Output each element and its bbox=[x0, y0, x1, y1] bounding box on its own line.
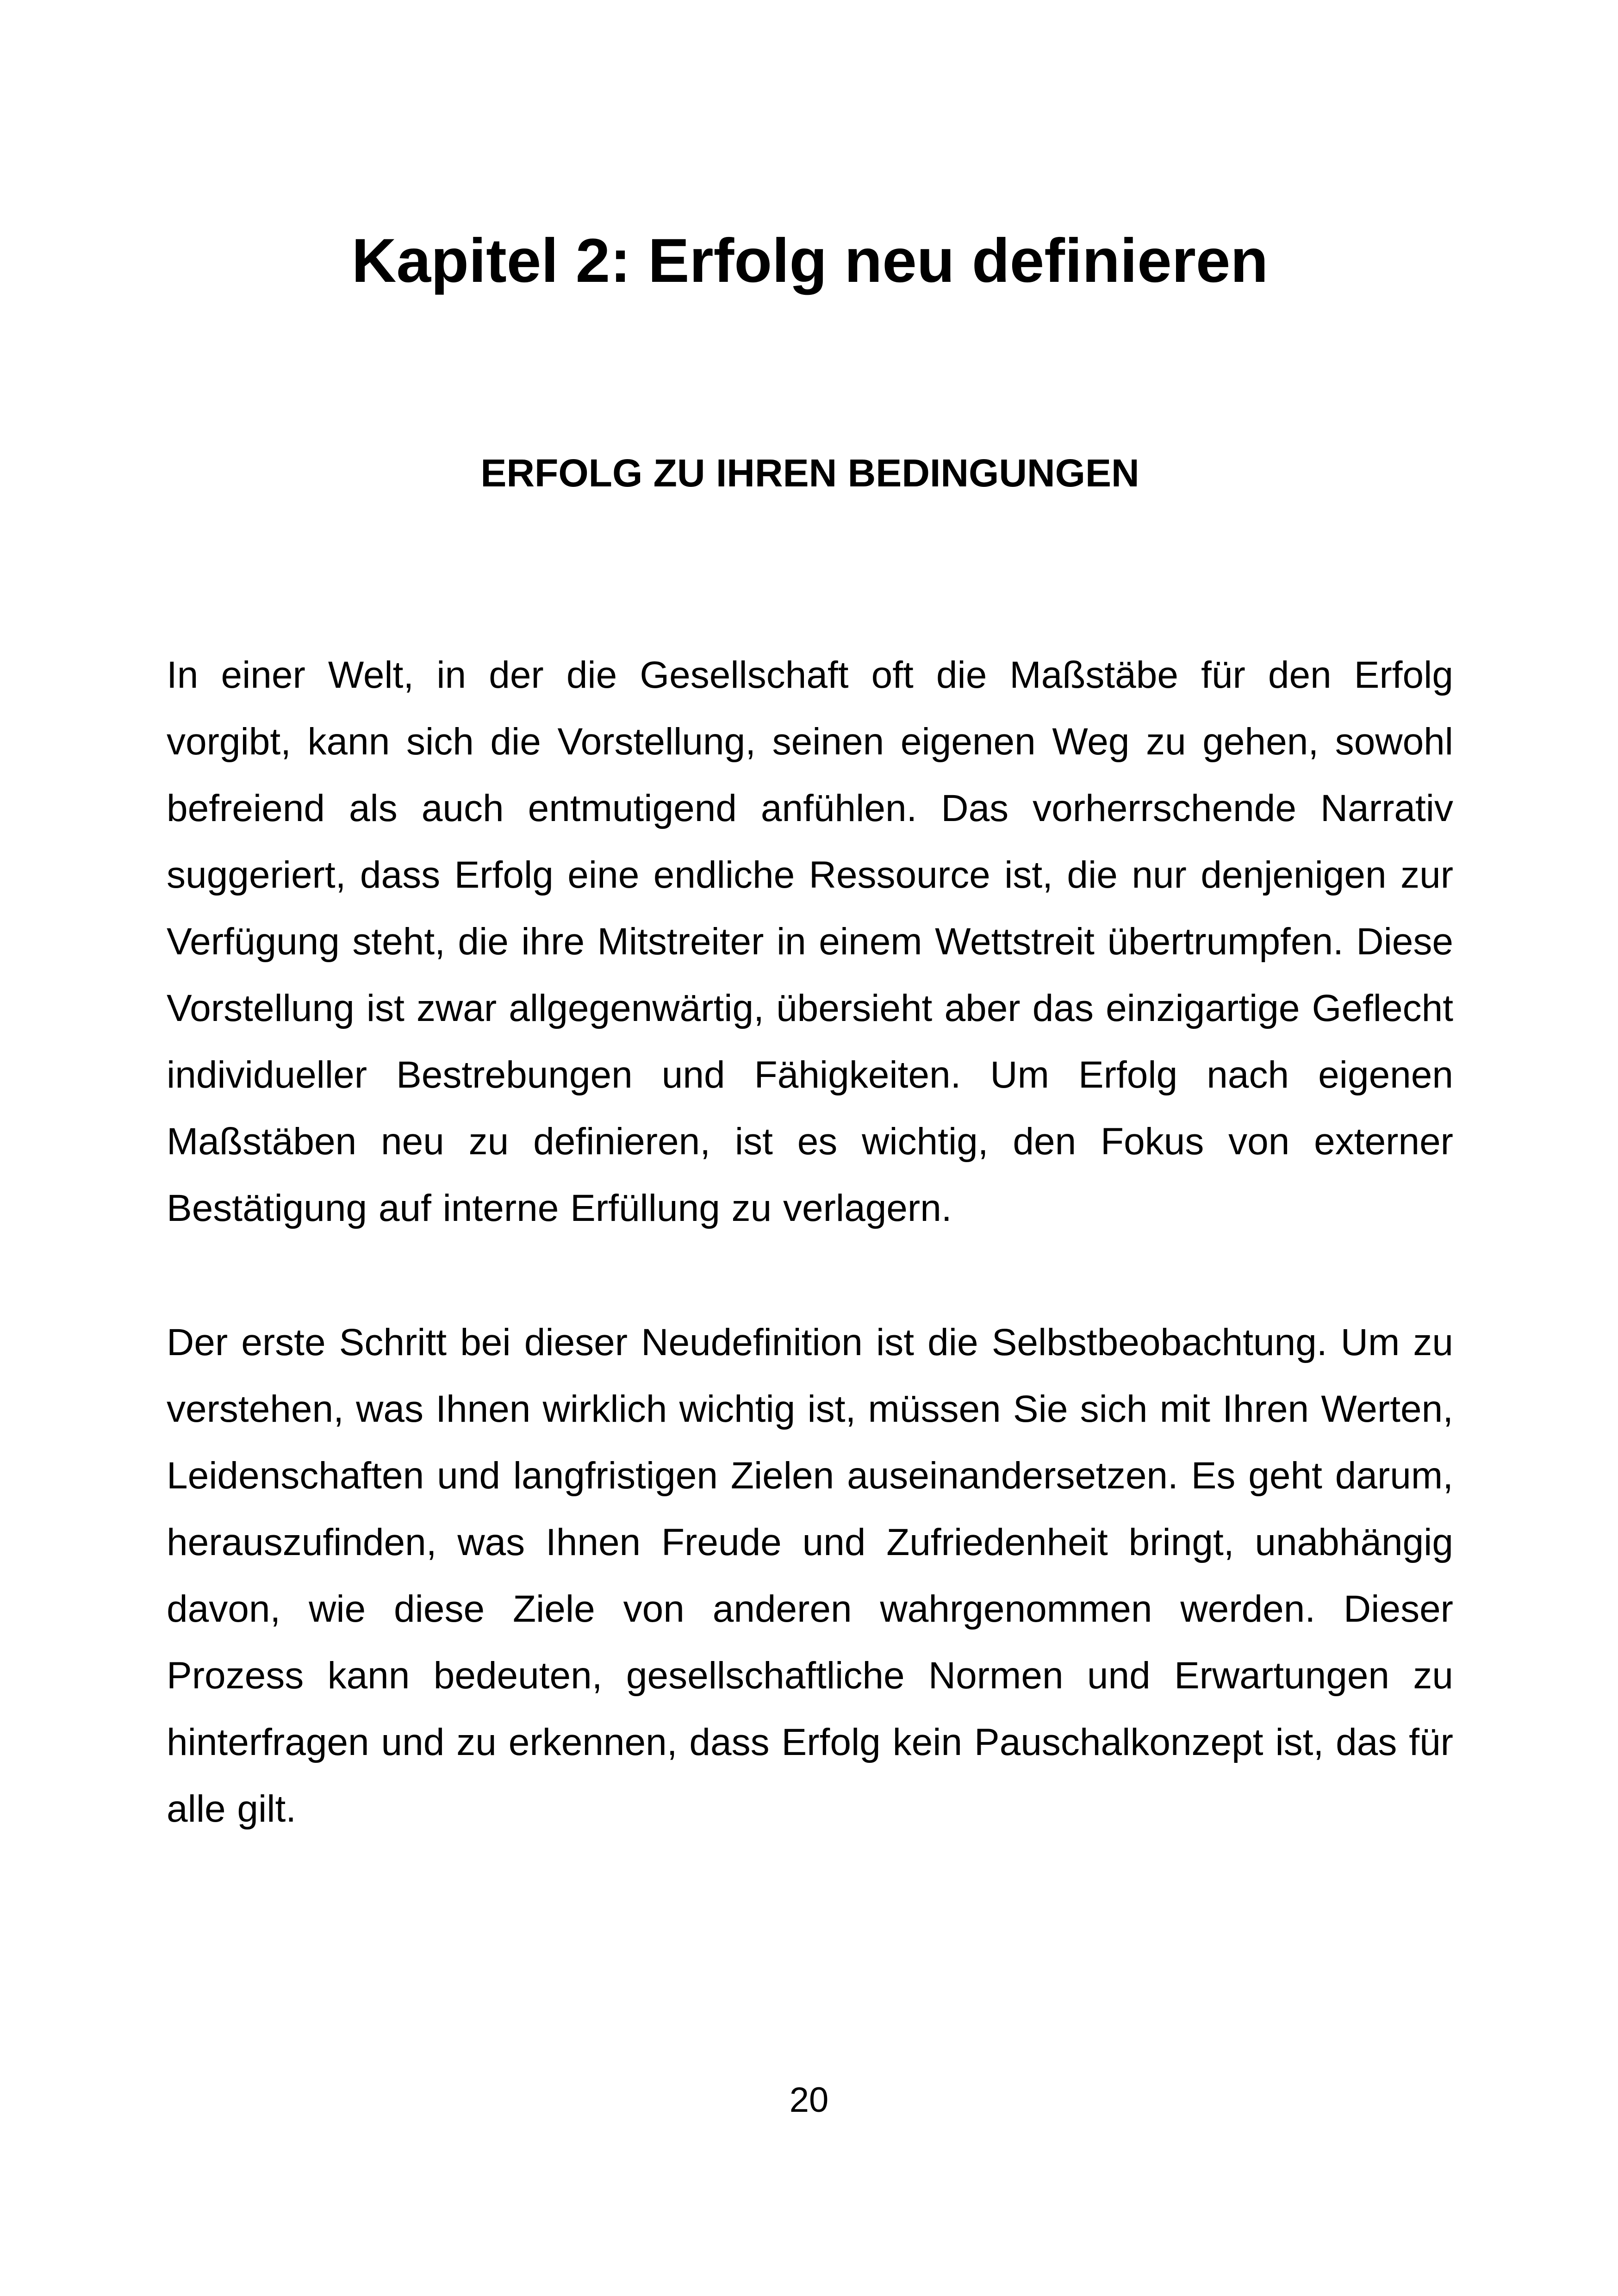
section-heading: ERFOLG ZU IHREN BEDINGUNGEN bbox=[480, 451, 1139, 495]
paragraph-1: In einer Welt, in der die Gesellschaft oft die Maßstäbe für den Erfolg vorgibt, kann sich die Vorstellung, seinen eigenen Weg zu gehen, sowohl befreiend als auch entmutigend anfühlen. Das vorherrschende Narrativ suggeriert, dass Erfolg eine endliche Ressource ist, die nur denjenigen zur Verfügung steht, die ihre Mitstreiter in einem Wettstreit übertrumpfen. Diese Vorstellung ist zwar allgegenwärtig, übersieht aber das einzigartige Geflecht individueller Bestrebungen und Fähigkeiten. Um Erfolg nach eigenen Maßstäben neu zu definieren, ist es wichtig, den Fokus von externer Bestätigung auf interne Erfüllung zu verlagern. bbox=[167, 653, 1453, 1229]
chapter-title: Kapitel 2: Erfolg neu definieren bbox=[351, 226, 1269, 295]
paragraph-2: Der erste Schritt bei dieser Neudefinition ist die Selbstbeobachtung. Um zu verstehen, was Ihnen wirklich wichtig ist, müssen Sie sich mit Ihren Werten, Leidenschaften und langfristigen Zielen auseinandersetzen. Es geht darum, herauszufinden, was Ihnen Freude und Zufriedenheit bringt, unabhängig davon, wie diese Ziele von anderen wahrgenommen werden. Dieser Prozess kann bedeuten, gesellschaftliche Normen und Erwartungen zu hinterfragen und zu erkennen, dass Erfolg kein Pauschalkonzept ist, das für alle gilt. bbox=[167, 1321, 1453, 1830]
page-number: 20 bbox=[789, 2080, 829, 2120]
